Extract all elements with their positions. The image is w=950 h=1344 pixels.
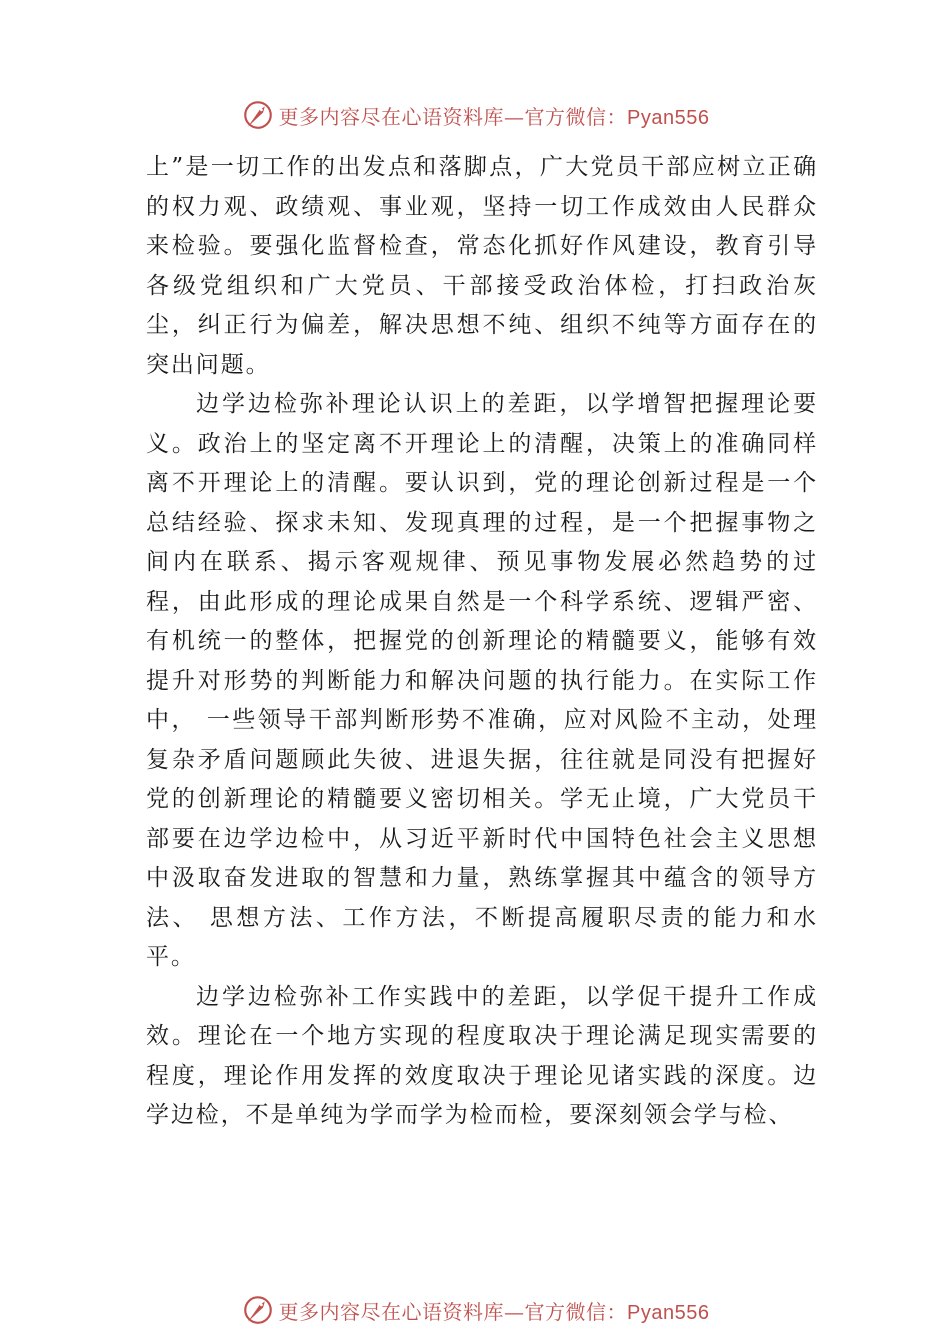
paragraph-3: 边学边检弥补工作实践中的差距，以学促干提升工作成效。理论在一个地方实现的程度取决于理论满足现实需要的程度，理论作用发挥的效度取决于理论见诸实践的深度。边学边检，不是单纯为学而学为检而检，要深刻领会学与检、	[146, 983, 818, 1128]
header-site-name: 更多内容尽在心语资料库	[278, 104, 505, 129]
paragraph-1: 上”是一切工作的出发点和落脚点，广大党员干部应树立正确的权力观、政绩观、事业观，坚持一切工作成效由人民群众来检验。要强化监督检查，常态化抓好作风建设，教育引导各级党组织和广大党员、干部接受政治体检，打扫政治灰尘，纠正行为偏差，解决思想不纯、组织不纯等方面存在的突出问题。	[146, 154, 818, 378]
header-text	[279, 101, 710, 130]
footer-contact-label: 官方微信：	[524, 1299, 628, 1324]
paragraph-2: 边学边检弥补理论认识上的差距，以学增智把握理论要义。政治上的坚定离不开理论上的清醒，决策上的准确同样离不开理论上的清醒。要认识到，党的理论创新过程是一个总结经验、探求未知、发现真理的过程，是一个把握事物之间内在联系、揭示客观规律、预见事物发展必然趋势的过程，由此形成的理论成果自然是一个科学系统、逻辑严密、有机统一的整体，把握党的创新理论的精髓要义，能够有效提升对形势的判断能力和解决问题的执行能力。在实际工作中， 一些领导干部判断形势不准确，应对风险不主动，处理复杂矛盾问题顾此失彼、进退失据，往往就是同没有把握好党的创新理论的精髓要义密切相关。学无止境，广大党员干部要在边学边检中，从习近平新时代中国特色社会主义思想中汲取奋发进取的智慧和力量，熟练掌握其中蕴含的领导方法、 思想方法、工作方法，不断提高履职尽责的能力和水平。	[146, 391, 818, 970]
header-separator: —	[504, 104, 525, 129]
header-contact-id: Pyan556	[627, 106, 710, 129]
footer-site-name: 更多内容尽在心语资料库	[278, 1299, 505, 1324]
footer-contact-id: Pyan556	[627, 1301, 710, 1324]
footer-text	[279, 1296, 710, 1325]
header-contact-label: 官方微信：	[524, 104, 628, 129]
pen-nib-logo-icon	[241, 98, 275, 132]
header-banner	[0, 95, 950, 135]
pen-nib-logo-icon	[241, 1293, 275, 1327]
footer-banner	[0, 1290, 950, 1330]
footer-separator: —	[504, 1299, 525, 1324]
document-body	[146, 148, 818, 1136]
